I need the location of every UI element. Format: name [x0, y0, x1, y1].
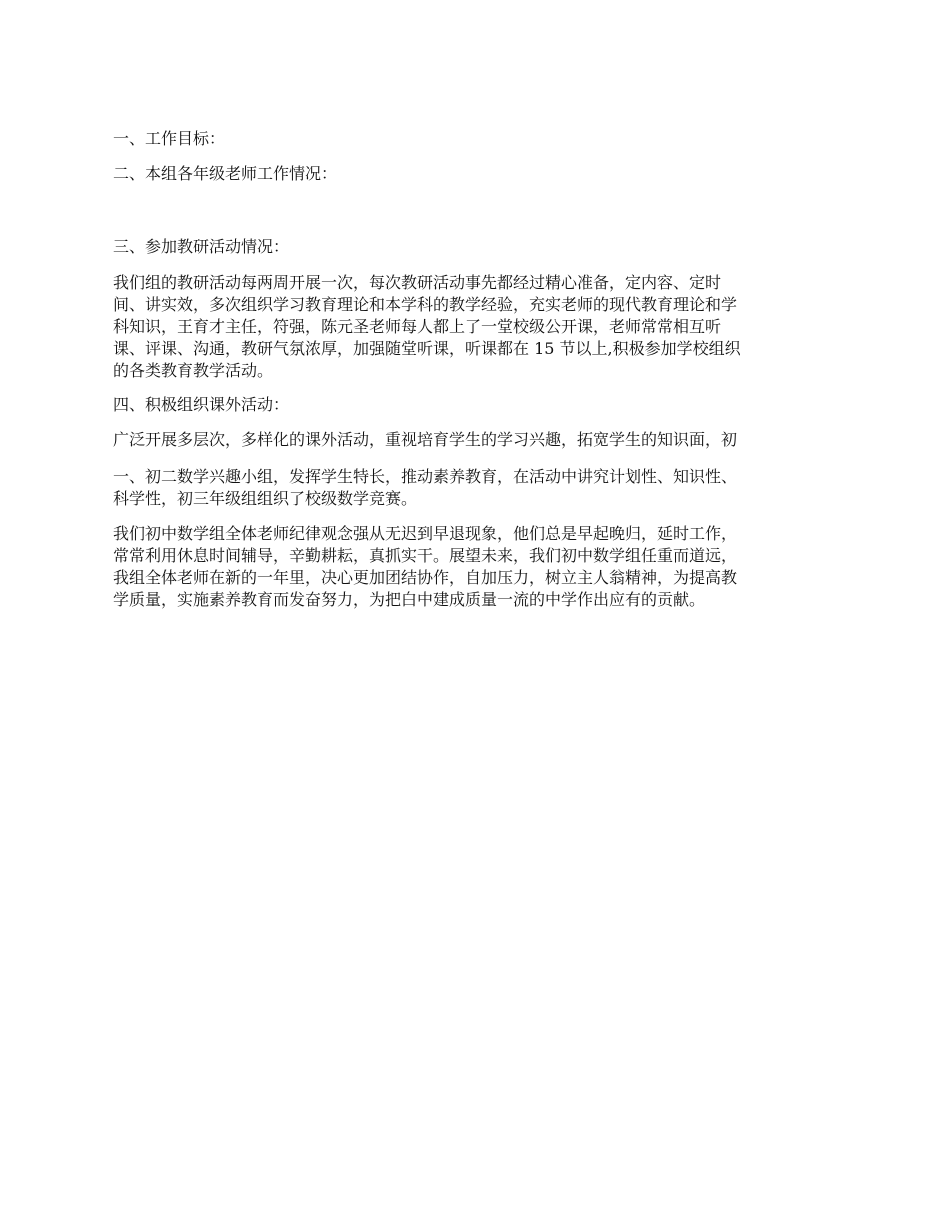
paragraph-line: 一、初二数学兴趣小组，发挥学生特长，推动素养教育，在活动中讲究计划性、知识性、 [113, 467, 738, 486]
paragraph-line: 我们初中数学组全体老师纪律观念强从无迟到早退现象，他们总是早起晚归，延时工作， [113, 524, 738, 543]
section-heading-research: 三、参加教研活动情况： [113, 237, 290, 256]
paragraph-summary [113, 523, 843, 611]
paragraph-activities [113, 466, 843, 510]
paragraph-line: 常常利用休息时间辅导，辛勤耕耘，真抓实干。展望未来，我们初中数学组任重而道远， [113, 546, 738, 565]
paragraph-line: 科知识，王育才主任，符强，陈元圣老师每人都上了一堂校级公开课，老师常常相互听 [113, 317, 722, 336]
paragraph-line: 学质量，实施素养教育而发奋努力，为把白中建成质量一流的中学作出应有的贡献。 [113, 590, 706, 609]
paragraph-line: 我组全体老师在新的一年里，决心更加团结协作，自加压力，树立主人翁精神，为提高教 [113, 568, 738, 587]
paragraph-activities-intro: 广泛开展多层次，多样化的课外活动，重视培育学生的学习兴趣，拓宽学生的知识面，初 [113, 430, 738, 449]
paragraph-line: 我们组的教研活动每两周开展一次，每次教研活动事先都经过精心准备，定内容、定时 [113, 273, 722, 292]
section-heading-activities: 四、积极组织课外活动： [113, 395, 290, 414]
paragraph-line: 课、评课、沟通，教研气氛浓厚，加强随堂听课，听课都在 15 节以上,积极参加学校组织 [113, 339, 741, 358]
paragraph-line: 科学性，初三年级组组织了校级数学竞赛。 [113, 489, 418, 508]
paragraph-research [113, 272, 843, 382]
paragraph-line: 间、讲实效，多次组织学习教育理论和本学科的教学经验，充实老师的现代教育理论和学 [113, 295, 738, 314]
section-heading-goals: 一、工作目标： [113, 129, 226, 148]
paragraph-line: 的各类教育教学活动。 [113, 361, 274, 380]
section-heading-teachers: 二、本组各年级老师工作情况： [113, 164, 338, 183]
